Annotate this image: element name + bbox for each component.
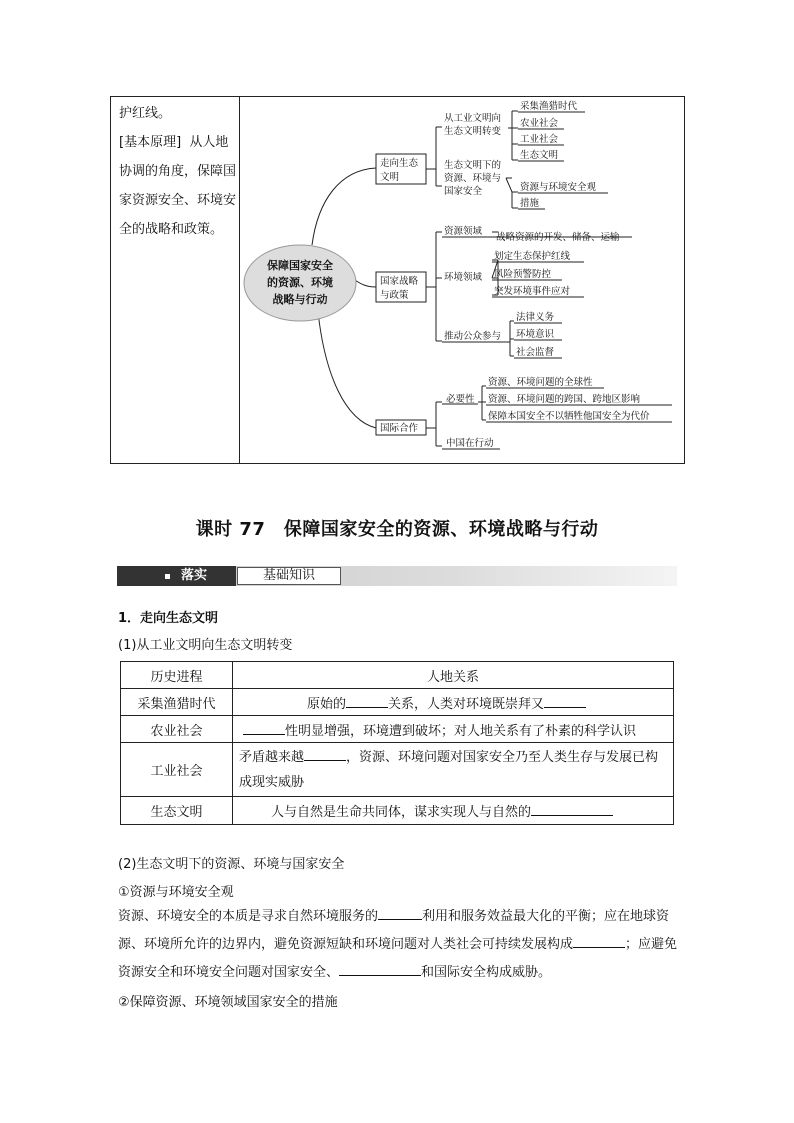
- table-era: 工业社会: [121, 743, 233, 797]
- b2-s2: 环境领域: [444, 272, 483, 283]
- b2-s3-item: 环境意识: [516, 329, 555, 340]
- center-line1: 保障国家安全: [267, 259, 333, 272]
- table-row: [121, 716, 674, 743]
- table-header: 历史进程: [121, 662, 233, 689]
- table-header: 人地关系: [233, 662, 674, 689]
- item1: ①资源与环境安全观: [118, 885, 234, 900]
- b1-s2-item: 措施: [520, 198, 540, 209]
- section1-title: 1．走向生态文明: [118, 611, 219, 626]
- principle-label: [基本原理]: [119, 135, 182, 150]
- b2-s3: 推动公众参与: [444, 331, 502, 342]
- para-text: 资源、环境安全的本质是寻求自然环境服务的: [118, 909, 379, 924]
- b3-s1: 必要性: [446, 394, 475, 405]
- b3-s1-item: 资源、环境问题的全球性: [488, 377, 593, 388]
- table-era: 农业社会: [121, 716, 233, 743]
- fill-blank[interactable]: [378, 907, 422, 920]
- section-banner: [117, 566, 677, 586]
- fill-blank[interactable]: [573, 935, 625, 948]
- cell-text: 性明显增强，环境遭到破坏；对人地关系有了朴素的科学认识: [285, 723, 637, 739]
- b2-s2-item: 风险预警防控: [494, 269, 552, 280]
- fill-blank[interactable]: [243, 722, 285, 735]
- table-cell: [233, 716, 674, 743]
- center-line3: 战略与行动: [272, 293, 328, 306]
- b1-label-2: 文明: [380, 172, 400, 183]
- fill-blank[interactable]: [346, 695, 388, 708]
- b2-s3-item: 社会监督: [516, 347, 555, 358]
- b1-s2-2: 资源、环境与: [444, 173, 502, 184]
- table-cell: [233, 689, 674, 716]
- table-cell: [233, 743, 674, 797]
- b2-s1: 资源领域: [444, 226, 483, 237]
- b1-s1-2: 生态文明转变: [444, 126, 502, 137]
- principle-line1: 护红线。: [119, 106, 172, 121]
- center-line2: 的资源、环境: [267, 276, 333, 289]
- table-cell: [233, 797, 674, 825]
- principle-body: 从人地协调的角度，保障国家资源安全、环境安全的战略和政策。: [119, 135, 237, 237]
- mindmap: [0, 0, 794, 470]
- banner-right-label: 基础知识: [237, 567, 341, 585]
- b2-s2-item: 突发环境事件应对: [494, 286, 571, 297]
- table-row: [121, 743, 674, 797]
- b3-label: 国际合作: [380, 423, 419, 434]
- fill-blank[interactable]: [339, 963, 421, 976]
- item2: ②保障资源、环境领域国家安全的措施: [118, 995, 338, 1010]
- b2-s3-item: 法律义务: [516, 312, 555, 323]
- table-row: [121, 797, 674, 825]
- banner-bullet-icon: [165, 574, 170, 579]
- b1-label-1: 走向生态: [380, 158, 419, 169]
- banner-dark-tab: [117, 566, 236, 586]
- b1-s2-item: 资源与环境安全观: [520, 182, 597, 193]
- sub2: (2)生态文明下的资源、环境与国家安全: [118, 857, 345, 872]
- table-row: [121, 689, 674, 716]
- banner-left-label: 落实: [181, 568, 208, 583]
- b3-s1-item: 资源、环境问题的跨国、跨地区影响: [488, 394, 641, 405]
- b1-s1-item: 农业社会: [520, 118, 559, 129]
- table-era: 生态文明: [121, 797, 233, 825]
- table-header-row: [121, 662, 674, 689]
- cell-text: ，资源、环境问题对国家安全乃至人类生存与发展已构成现实威胁: [239, 749, 659, 790]
- section1-sub1: (1)从工业文明向生态文明转变: [118, 638, 293, 653]
- b1-s2-1: 生态文明下的: [444, 160, 502, 171]
- b2-label-1: 国家战略: [380, 276, 419, 287]
- cell-text: 原始的: [307, 696, 347, 712]
- b2-s1-item: 战略资源的开发、储备、运输: [496, 232, 620, 243]
- table-era: 采集渔猎时代: [121, 689, 233, 716]
- b1-s2-3: 国家安全: [444, 186, 483, 197]
- b1-s1-item: 生态文明: [520, 150, 559, 161]
- para-text: ；应避免资源安全和环境安全问题对国家安全、: [118, 937, 678, 980]
- b2-s2-item: 划定生态保护红线: [494, 251, 571, 262]
- history-table: [120, 661, 674, 825]
- fill-blank[interactable]: [531, 803, 613, 816]
- b2-label-2: 与政策: [380, 290, 409, 301]
- b1-s1-item: 采集渔猎时代: [520, 101, 578, 112]
- cell-text: 人与自然是生命共同体，谋求实现人与自然的: [271, 805, 532, 820]
- para-text: 利用和服务效益最大化的平衡；应在地球资源、环境所允许的边界内，避免资源短缺和环境问题对人类社会可持续发展构成: [118, 909, 670, 952]
- b3-s1-item: 保障本国安全不以牺牲他国安全为代价: [488, 411, 650, 422]
- security-paragraph: [118, 903, 684, 987]
- fill-blank[interactable]: [544, 695, 586, 708]
- b1-s1-1: 从工业文明向: [444, 113, 502, 124]
- lesson-title: 课时 77 保障国家安全的资源、环境战略与行动: [195, 519, 599, 540]
- cell-text: 关系，人类对环境既崇拜又: [388, 696, 545, 712]
- para-text: 和国际安全构成威胁。: [421, 965, 552, 980]
- b3-s2: 中国在行动: [446, 438, 494, 449]
- fill-blank[interactable]: [304, 748, 346, 761]
- b1-s1-item: 工业社会: [520, 134, 559, 145]
- cell-text: 矛盾越来越: [239, 749, 305, 765]
